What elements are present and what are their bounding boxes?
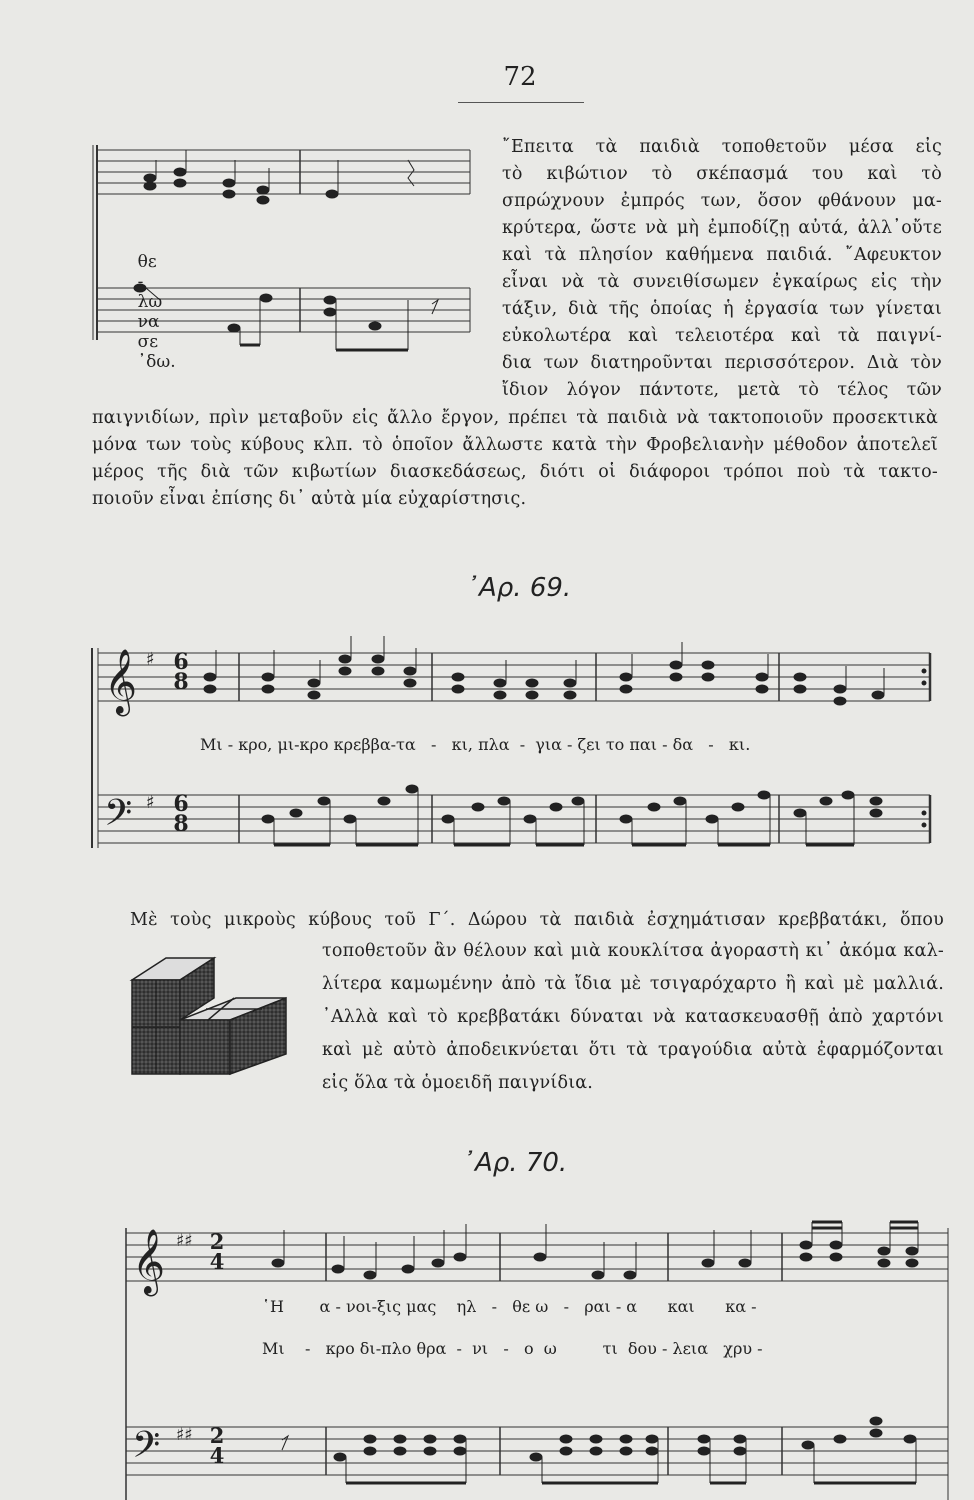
text-line: λίτερα καμωμένην ἀπὸ τὰ ἴδια μὲ τσιγαρόχαρτο ἢ καὶ μὲ μαλλιά.: [322, 974, 944, 994]
lyric-syllable: -: [137, 272, 144, 292]
time-sig-bottom: 8: [173, 811, 189, 837]
note: [326, 190, 338, 198]
time-sig-bottom: 4: [209, 1249, 225, 1274]
note: [324, 296, 336, 304]
note: [369, 322, 381, 330]
time-sig-bottom: 8: [173, 669, 189, 695]
text-line: δια των διατηροῦνται περισσότερον. Διὰ τὸν: [502, 353, 942, 373]
song70-time-signature: [206, 1229, 228, 1274]
song69-bass-time-signature: [170, 791, 192, 837]
lyric-syllable: λω: [137, 292, 163, 312]
note: [257, 186, 269, 194]
page-number: 72: [503, 62, 537, 92]
song70-heading: ᾽Αρ. 70.: [462, 1148, 568, 1178]
sharp-sign: ♯♯: [176, 1231, 193, 1251]
song70-bass-staff: [126, 1423, 948, 1475]
lyric-syllable: να: [137, 312, 160, 332]
text-line: παιγνιδίων, πρὶν μεταβοῦν εἰς ἄλλο ἔργον, πρέπει τὰ παιδιὰ νὰ τακτοποιοῦν προσεκτικὰ: [92, 408, 938, 428]
song70-lyrics-line1: ῾Η α - νοι-ξις μας ηλ - θε ω - ραι - α και κα -: [262, 1297, 757, 1316]
note: [144, 182, 156, 190]
sharp-sign: ♯: [146, 649, 155, 670]
song69-time-signature: [170, 649, 192, 695]
time-sig-bottom: 4: [209, 1443, 225, 1468]
second-paragraph-indented: [322, 935, 944, 1100]
time-sig-top: 6: [173, 791, 189, 817]
text-line: Μὲ τοὺς μικροὺς κύβους τοῦ Γ΄. Δώρου τὰ παιδιὰ ἐσχημάτισαν κρεββατάκι, ὅπου: [130, 910, 944, 930]
note: [228, 324, 240, 332]
note: [144, 174, 156, 182]
lyric-syllable: σε: [137, 332, 159, 352]
rest: [432, 300, 438, 314]
note: [174, 168, 186, 176]
first-paragraph-full: [92, 405, 938, 513]
note: [324, 308, 336, 316]
treble-clef: 𝄞: [132, 1229, 166, 1294]
text-line: εἶναι νὰ τὰ συνειθίσωμεν ἐγκαίρως εἰς τὴν: [502, 272, 942, 292]
first-paragraph-column: [502, 134, 942, 404]
text-line: μόνα των τοὺς κύβους κλπ. τὸ ὁποῖον ἄλλωστε κατὰ τὴν Φροβελιανὴν μέθοδον ἀποτελεῖ: [92, 435, 938, 455]
text-line: καὶ τὰ πλησίον καθήμενα παιδιά. ῎Αφευκτον: [502, 245, 942, 265]
bass-clef: 𝄢: [104, 792, 133, 843]
text-line: τὸ κιβώτιον τὸ σκέπασμά του καὶ τὸ: [502, 164, 942, 184]
note: [223, 179, 235, 187]
small-score-notes: [134, 150, 438, 350]
song69-bass-staff: [98, 791, 930, 843]
song69-clefs: [104, 649, 155, 843]
lyric-syllable: ᾽δω.: [137, 352, 176, 372]
text-line: τάξιν, διὰ τῆς ὁποίας ἡ ἐργασία των γίνεται: [502, 299, 942, 319]
sharp-sign: ♯♯: [176, 1425, 193, 1445]
text-line: τοποθετοῦν ἂν θέλουν καὶ μιὰ κουκλίτσα ἀγοραστὴ κι᾽ ἀκόμα καλ-: [322, 941, 944, 961]
song69-heading: ᾽Αρ. 69.: [466, 573, 572, 603]
song70-bass-time-signature: [206, 1423, 228, 1468]
note: [257, 196, 269, 204]
time-sig-top: 2: [209, 1423, 225, 1448]
treble-clef: 𝄞: [104, 649, 138, 714]
song69-lyrics: Μι - κρο, μι-κρο κρεββα-τα - κι, πλα - για - ζει το παι - δα - κι.: [200, 735, 751, 754]
lyric-syllable: θε: [137, 252, 157, 272]
bass-clef: 𝄢: [132, 1424, 161, 1475]
text-line: εἰς ὅλα τὰ ὁμοειδῆ παιγνίδια.: [322, 1073, 594, 1093]
rest: [408, 160, 414, 186]
text-line: καὶ μὲ αὐτὸ ἀποδεικνύεται ὅτι τὰ τραγούδια αὐτὰ ἐφαρμόζονται: [322, 1040, 944, 1060]
time-sig-top: 2: [209, 1229, 225, 1254]
small-score-lyrics: [116, 232, 176, 392]
note: [260, 294, 272, 302]
song70-lyrics-line2: Μι - κρο δι-πλο θρα - νι - ο ω τι δου - λεια χρυ -: [262, 1339, 763, 1358]
song70-clefs: [132, 1229, 192, 1475]
text-line: ῎Επειτα τὰ παιδιὰ τοποθετοῦν μέσα εἰς: [502, 137, 942, 157]
note: [174, 179, 186, 187]
note: [223, 190, 235, 198]
text-line: ποιοῦν εἶναι ἐπίσης δι᾽ αὐτὰ μία εὐχαρίστησις.: [92, 489, 527, 509]
cube-bed-icon: [132, 958, 286, 1074]
sharp-sign: ♯: [146, 792, 155, 813]
text-line: μέρος τῆς διὰ τῶν κιβωτίων διασκεδάσεως, διότι οἱ διάφοροι τρόποι ποὺ τὰ τακτο-: [92, 462, 938, 482]
second-paragraph: [130, 905, 944, 935]
time-sig-top: 6: [173, 649, 189, 675]
text-line: ᾽Αλλὰ καὶ τὸ κρεββατάκι δύναται νὰ κατασκευασθῇ ἀπὸ χαρτόνι: [322, 1007, 944, 1027]
text-line: εὐκολωτέρα καὶ τελειοτέρα καὶ τὰ παιγνί-: [502, 326, 942, 346]
text-line: ἴδιον λόγον πάντοτε, μετὰ τὸ τέλος τῶν: [502, 380, 942, 400]
text-line: κρύτερα, ὥστε νὰ μὴ ἐμποδίζῃ αὐτά, ἀλλ᾽οὔτε: [502, 218, 942, 238]
text-line: σπρώχνουν ἐμπρός των, ὅσον φθάνουν μα-: [502, 191, 942, 211]
